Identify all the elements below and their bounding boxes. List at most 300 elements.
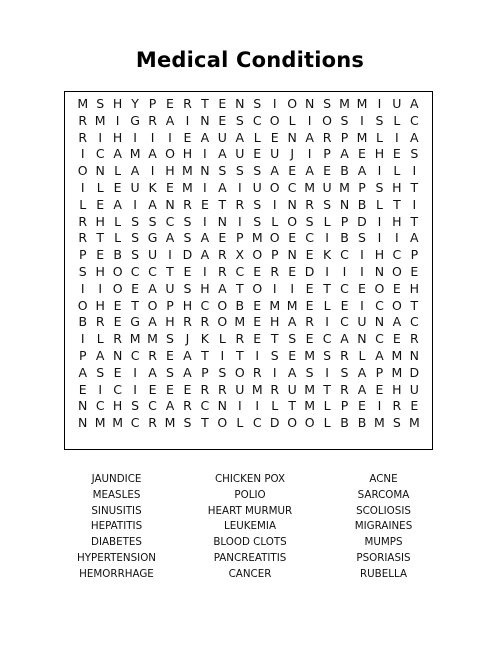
grid-cell[interactable]: I [290, 280, 294, 296]
grid-cell[interactable]: I [203, 146, 207, 162]
grid-cell[interactable]: U [252, 180, 262, 195]
grid-cell[interactable]: I [80, 180, 85, 195]
grid-cell[interactable]: E [410, 264, 419, 279]
grid-cell[interactable]: K [322, 247, 332, 263]
grid-cell[interactable]: I [272, 96, 277, 111]
grid-cell[interactable]: E [305, 297, 314, 313]
grid-cell[interactable]: O [287, 415, 298, 431]
grid-cell[interactable]: E [113, 180, 122, 195]
grid-cell[interactable]: E [340, 297, 349, 313]
grid-cell[interactable]: E [305, 280, 314, 296]
grid-cell[interactable]: G [147, 230, 158, 246]
grid-cell[interactable]: M [164, 415, 176, 431]
grid-cell[interactable]: H [112, 129, 123, 145]
grid-cell[interactable]: G [130, 314, 140, 330]
grid-cell[interactable]: E [323, 163, 332, 179]
grid-cell[interactable]: C [340, 280, 349, 296]
grid-cell[interactable]: T [410, 297, 419, 313]
grid-cell[interactable]: S [410, 146, 419, 162]
grid-cell[interactable]: S [323, 96, 332, 111]
grid-cell[interactable]: I [307, 112, 312, 128]
grid-cell[interactable]: O [391, 297, 402, 313]
grid-cell[interactable]: U [165, 280, 175, 296]
grid-cell[interactable]: T [270, 331, 279, 347]
grid-cell[interactable]: T [131, 297, 139, 313]
grid-cell[interactable]: A [375, 348, 384, 363]
grid-cell[interactable]: L [288, 112, 296, 128]
grid-cell[interactable]: M [339, 180, 350, 195]
grid-cell[interactable]: C [95, 398, 105, 414]
grid-cell[interactable]: L [323, 297, 331, 313]
grid-cell[interactable]: R [95, 314, 105, 330]
grid-cell[interactable]: I [98, 280, 103, 296]
grid-cell[interactable]: E [288, 163, 297, 179]
grid-cell[interactable]: P [410, 247, 419, 263]
grid-cell[interactable]: X [235, 247, 245, 263]
grid-cell[interactable]: O [287, 213, 298, 229]
grid-cell[interactable]: H [200, 280, 210, 296]
grid-cell[interactable]: C [95, 146, 105, 162]
grid-cell[interactable]: E [270, 129, 279, 145]
grid-cell[interactable]: C [375, 297, 384, 313]
grid-cell[interactable]: E [166, 381, 174, 397]
grid-cell[interactable]: I [203, 180, 207, 195]
grid-cell[interactable]: L [358, 348, 366, 363]
grid-cell[interactable]: H [165, 314, 175, 330]
grid-cell[interactable]: T [235, 280, 244, 296]
grid-cell[interactable]: R [305, 314, 314, 330]
grid-cell[interactable]: I [412, 163, 417, 179]
grid-cell[interactable]: A [78, 364, 87, 380]
grid-cell[interactable]: C [322, 331, 332, 347]
grid-cell[interactable]: A [287, 364, 297, 380]
grid-cell[interactable]: E [392, 146, 401, 162]
grid-cell[interactable]: I [377, 96, 382, 111]
grid-cell[interactable]: I [98, 381, 103, 397]
grid-cell[interactable]: P [166, 297, 174, 313]
grid-cell[interactable]: L [96, 180, 104, 195]
grid-cell[interactable]: E [253, 146, 262, 162]
grid-cell[interactable]: P [340, 398, 349, 414]
grid-cell[interactable]: L [114, 230, 122, 246]
grid-cell[interactable]: N [374, 314, 385, 330]
grid-cell[interactable]: S [131, 230, 140, 246]
grid-cell[interactable]: O [234, 364, 245, 380]
grid-cell[interactable]: U [147, 247, 158, 263]
grid-cell[interactable]: I [377, 163, 382, 179]
grid-cell[interactable]: R [252, 364, 262, 380]
grid-cell[interactable]: I [342, 264, 347, 279]
grid-cell[interactable]: R [183, 96, 192, 111]
grid-cell[interactable]: H [392, 381, 402, 397]
grid-cell[interactable]: C [340, 247, 349, 263]
grid-cell[interactable]: S [96, 364, 105, 380]
grid-cell[interactable]: E [288, 230, 297, 246]
grid-cell[interactable]: S [288, 331, 297, 347]
grid-cell[interactable]: P [78, 247, 87, 263]
grid-cell[interactable]: T [218, 196, 227, 212]
grid-cell[interactable]: M [251, 230, 263, 246]
grid-cell[interactable]: M [182, 163, 193, 179]
grid-cell[interactable]: S [131, 213, 140, 229]
grid-cell[interactable]: I [115, 112, 120, 128]
grid-cell[interactable]: A [165, 230, 175, 246]
grid-cell[interactable]: O [269, 112, 280, 128]
grid-cell[interactable]: L [375, 196, 383, 212]
grid-cell[interactable]: M [112, 415, 124, 431]
grid-cell[interactable]: I [325, 314, 329, 330]
grid-cell[interactable]: I [150, 163, 155, 179]
grid-cell[interactable]: U [322, 180, 332, 195]
grid-cell[interactable]: I [272, 364, 277, 380]
grid-cell[interactable]: I [133, 381, 137, 397]
grid-cell[interactable]: S [392, 415, 401, 431]
grid-cell[interactable]: T [201, 96, 209, 111]
grid-cell[interactable]: N [409, 348, 420, 363]
grid-cell[interactable]: B [78, 314, 88, 330]
grid-cell[interactable]: L [253, 129, 261, 145]
grid-cell[interactable]: C [165, 213, 175, 229]
grid-cell[interactable]: I [360, 247, 364, 263]
grid-cell[interactable]: T [323, 381, 331, 397]
grid-cell[interactable]: A [410, 129, 419, 145]
grid-cell[interactable]: A [148, 314, 157, 330]
grid-cell[interactable]: A [95, 348, 105, 363]
grid-cell[interactable]: R [235, 196, 245, 212]
grid-cell[interactable]: I [80, 146, 85, 162]
grid-cell[interactable]: T [410, 213, 419, 229]
grid-cell[interactable]: C [287, 180, 297, 195]
grid-cell[interactable]: C [252, 112, 262, 128]
grid-cell[interactable]: Y [131, 96, 139, 111]
grid-cell[interactable]: E [410, 398, 419, 414]
grid-cell[interactable]: S [183, 280, 192, 296]
grid-cell[interactable]: M [304, 381, 316, 397]
grid-cell[interactable]: S [253, 96, 262, 111]
grid-cell[interactable]: O [112, 280, 123, 296]
grid-cell[interactable]: S [131, 247, 140, 263]
grid-cell[interactable]: A [270, 163, 279, 179]
grid-cell[interactable]: E [358, 398, 366, 414]
grid-cell[interactable]: I [237, 398, 242, 414]
grid-cell[interactable]: E [131, 280, 140, 296]
grid-cell[interactable]: E [358, 280, 366, 296]
grid-cell[interactable]: H [182, 297, 193, 313]
grid-cell[interactable]: S [323, 348, 332, 363]
grid-cell[interactable]: C [409, 314, 419, 330]
grid-cell[interactable]: O [322, 112, 332, 128]
grid-cell[interactable]: R [148, 415, 157, 431]
grid-cell[interactable]: A [165, 112, 175, 128]
grid-cell[interactable]: E [78, 381, 87, 397]
grid-cell[interactable]: N [287, 196, 297, 212]
grid-cell[interactable]: U [235, 381, 245, 397]
grid-cell[interactable]: T [166, 264, 174, 279]
grid-cell[interactable]: S [183, 230, 192, 246]
grid-cell[interactable]: R [305, 196, 314, 212]
grid-cell[interactable]: D [182, 247, 193, 263]
grid-cell[interactable]: I [220, 348, 225, 363]
grid-cell[interactable]: M [129, 331, 141, 347]
grid-cell[interactable]: O [77, 297, 88, 313]
grid-cell[interactable]: S [340, 364, 349, 380]
grid-cell[interactable]: P [323, 146, 331, 162]
grid-cell[interactable]: N [304, 96, 315, 111]
grid-cell[interactable]: H [374, 146, 385, 162]
grid-cell[interactable]: D [304, 264, 315, 279]
grid-cell[interactable]: O [147, 297, 158, 313]
grid-cell[interactable]: S [183, 213, 192, 229]
grid-cell[interactable]: R [148, 112, 157, 128]
grid-cell[interactable]: I [325, 364, 329, 380]
grid-cell[interactable]: A [148, 146, 157, 162]
grid-cell[interactable]: O [77, 163, 88, 179]
grid-cell[interactable]: D [409, 364, 420, 380]
grid-cell[interactable]: N [112, 348, 123, 363]
grid-cell[interactable]: I [237, 180, 242, 195]
grid-cell[interactable]: G [130, 112, 140, 128]
grid-cell[interactable]: I [360, 264, 364, 279]
grid-cell[interactable]: M [77, 96, 89, 111]
grid-cell[interactable]: N [78, 398, 88, 414]
grid-cell[interactable]: S [305, 213, 314, 229]
grid-cell[interactable]: L [79, 196, 87, 212]
grid-cell[interactable]: E [288, 264, 297, 279]
grid-cell[interactable]: A [183, 348, 192, 363]
grid-cell[interactable]: M [234, 314, 246, 330]
grid-cell[interactable]: R [78, 230, 88, 246]
grid-cell[interactable]: E [392, 280, 401, 296]
grid-cell[interactable]: E [392, 331, 401, 347]
grid-cell[interactable]: T [201, 415, 209, 431]
grid-cell[interactable]: I [203, 264, 207, 279]
grid-cell[interactable]: L [271, 213, 279, 229]
grid-cell[interactable]: S [148, 213, 157, 229]
grid-cell[interactable]: P [358, 180, 366, 195]
grid-cell[interactable]: I [307, 146, 312, 162]
grid-cell[interactable]: N [200, 112, 210, 128]
grid-cell[interactable]: J [185, 331, 190, 347]
grid-cell[interactable]: S [253, 213, 262, 229]
grid-cell[interactable]: E [218, 96, 227, 111]
grid-cell[interactable]: I [168, 129, 172, 145]
grid-cell[interactable]: D [357, 213, 367, 229]
grid-cell[interactable]: I [80, 331, 85, 347]
grid-cell[interactable]: I [360, 297, 364, 313]
grid-cell[interactable]: I [377, 213, 382, 229]
grid-cell[interactable]: H [182, 146, 193, 162]
grid-cell[interactable]: R [78, 112, 88, 128]
grid-cell[interactable]: C [200, 297, 210, 313]
grid-cell[interactable]: E [113, 314, 122, 330]
grid-cell[interactable]: A [148, 196, 157, 212]
grid-cell[interactable]: R [270, 381, 280, 397]
grid-cell[interactable]: E [166, 96, 174, 111]
grid-cell[interactable]: O [269, 180, 280, 195]
grid-cell[interactable]: P [236, 230, 244, 246]
grid-cell[interactable]: R [235, 331, 245, 347]
grid-cell[interactable]: S [96, 96, 105, 111]
grid-cell[interactable]: L [271, 398, 279, 414]
grid-cell[interactable]: R [340, 381, 349, 397]
grid-cell[interactable]: A [235, 129, 245, 145]
grid-cell[interactable]: M [129, 146, 141, 162]
grid-cell[interactable]: N [235, 96, 245, 111]
grid-cell[interactable]: E [358, 146, 366, 162]
grid-cell[interactable]: M [147, 331, 158, 347]
grid-cell[interactable]: C [375, 331, 384, 347]
grid-cell[interactable]: H [409, 280, 420, 296]
grid-cell[interactable]: A [113, 146, 122, 162]
grid-cell[interactable]: M [356, 96, 368, 111]
grid-cell[interactable]: M [339, 96, 350, 111]
grid-cell[interactable]: E [305, 331, 314, 347]
grid-cell[interactable]: E [218, 230, 227, 246]
grid-cell[interactable]: R [392, 398, 402, 414]
grid-cell[interactable]: L [323, 213, 331, 229]
grid-cell[interactable]: I [255, 398, 260, 414]
grid-cell[interactable]: R [200, 314, 210, 330]
grid-cell[interactable]: N [78, 415, 88, 431]
grid-cell[interactable]: O [217, 297, 228, 313]
grid-cell[interactable]: M [374, 415, 385, 431]
grid-cell[interactable]: R [270, 264, 280, 279]
grid-cell[interactable]: P [375, 364, 384, 380]
grid-cell[interactable]: R [78, 129, 88, 145]
grid-cell[interactable]: R [340, 348, 349, 363]
grid-cell[interactable]: E [148, 381, 157, 397]
grid-cell[interactable]: P [78, 348, 87, 363]
grid-cell[interactable]: H [95, 213, 105, 229]
grid-cell[interactable]: I [133, 129, 137, 145]
grid-cell[interactable]: H [165, 163, 175, 179]
grid-cell[interactable]: H [374, 247, 385, 263]
grid-cell[interactable]: S [270, 348, 279, 363]
grid-cell[interactable]: E [288, 348, 297, 363]
grid-cell[interactable]: S [78, 264, 87, 279]
grid-cell[interactable]: I [80, 280, 85, 296]
grid-cell[interactable]: A [287, 314, 297, 330]
grid-cell[interactable]: L [114, 213, 122, 229]
grid-cell[interactable]: A [357, 364, 367, 380]
grid-cell[interactable]: N [287, 247, 297, 263]
grid-cell[interactable]: A [392, 314, 402, 330]
grid-cell[interactable]: S [166, 364, 174, 380]
grid-cell[interactable]: B [235, 297, 245, 313]
grid-cell[interactable]: N [374, 264, 385, 279]
grid-cell[interactable]: N [165, 196, 175, 212]
grid-cell[interactable]: C [305, 230, 314, 246]
grid-cell[interactable]: C [130, 264, 140, 279]
grid-cell[interactable]: N [357, 331, 367, 347]
grid-cell[interactable]: E [253, 314, 262, 330]
grid-cell[interactable]: A [200, 247, 210, 263]
grid-cell[interactable]: R [183, 398, 192, 414]
grid-cell[interactable]: M [304, 180, 316, 195]
grid-cell[interactable]: C [392, 247, 402, 263]
grid-cell[interactable]: U [409, 381, 419, 397]
grid-cell[interactable]: O [217, 314, 228, 330]
grid-cell[interactable]: E [96, 247, 105, 263]
grid-cell[interactable]: L [96, 331, 104, 347]
grid-cell[interactable]: E [183, 264, 192, 279]
grid-cell[interactable]: S [375, 112, 384, 128]
grid-cell[interactable]: R [218, 247, 227, 263]
grid-cell[interactable]: I [325, 230, 329, 246]
grid-cell[interactable]: R [78, 213, 88, 229]
grid-cell[interactable]: E [200, 196, 209, 212]
grid-cell[interactable]: M [356, 129, 368, 145]
grid-cell[interactable]: U [392, 96, 402, 111]
grid-cell[interactable]: M [391, 348, 403, 363]
grid-cell[interactable]: O [391, 264, 402, 279]
grid-cell[interactable]: E [166, 180, 174, 195]
grid-cell[interactable]: O [217, 415, 228, 431]
grid-cell[interactable]: L [323, 415, 331, 431]
grid-cell[interactable]: R [218, 381, 227, 397]
grid-cell[interactable]: R [218, 264, 227, 279]
grid-cell[interactable]: I [395, 230, 399, 246]
grid-cell[interactable]: H [95, 297, 105, 313]
grid-cell[interactable]: B [357, 196, 367, 212]
grid-cell[interactable]: E [305, 247, 314, 263]
grid-cell[interactable]: O [374, 280, 385, 296]
grid-cell[interactable]: A [410, 230, 419, 246]
grid-cell[interactable]: S [253, 163, 262, 179]
grid-cell[interactable]: S [235, 163, 244, 179]
grid-cell[interactable]: O [165, 146, 175, 162]
grid-cell[interactable]: C [148, 264, 157, 279]
grid-cell[interactable]: T [393, 196, 401, 212]
grid-cell[interactable]: E [218, 112, 227, 128]
grid-cell[interactable]: A [113, 196, 122, 212]
grid-cell[interactable]: M [304, 348, 316, 363]
grid-cell[interactable]: L [323, 398, 331, 414]
grid-cell[interactable]: S [183, 415, 192, 431]
grid-cell[interactable]: E [375, 381, 384, 397]
grid-cell[interactable]: I [133, 364, 137, 380]
grid-cell[interactable]: S [131, 398, 140, 414]
grid-cell[interactable]: A [148, 364, 157, 380]
grid-cell[interactable]: I [360, 112, 364, 128]
grid-cell[interactable]: N [95, 163, 105, 179]
grid-cell[interactable]: O [252, 280, 263, 296]
grid-cell[interactable]: A [200, 230, 210, 246]
grid-cell[interactable]: M [94, 415, 106, 431]
grid-cell[interactable]: I [377, 398, 382, 414]
grid-cell[interactable]: C [200, 398, 210, 414]
grid-cell[interactable]: A [200, 129, 210, 145]
grid-cell[interactable]: O [287, 96, 298, 111]
grid-cell[interactable]: I [150, 129, 155, 145]
grid-cell[interactable]: I [185, 112, 190, 128]
grid-cell[interactable]: A [305, 129, 314, 145]
grid-cell[interactable]: T [235, 348, 244, 363]
grid-cell[interactable]: I [272, 280, 277, 296]
grid-cell[interactable]: M [391, 364, 403, 380]
grid-cell[interactable]: S [218, 364, 227, 380]
grid-cell[interactable]: T [96, 230, 104, 246]
grid-cell[interactable]: U [130, 180, 140, 195]
grid-cell[interactable]: S [253, 196, 262, 212]
grid-cell[interactable]: U [270, 146, 280, 162]
grid-cell[interactable]: T [288, 398, 296, 414]
grid-cell[interactable]: H [112, 398, 123, 414]
grid-cell[interactable]: S [166, 331, 174, 347]
grid-cell[interactable]: S [218, 163, 227, 179]
grid-cell[interactable]: A [130, 163, 140, 179]
grid-cell[interactable]: L [236, 415, 244, 431]
